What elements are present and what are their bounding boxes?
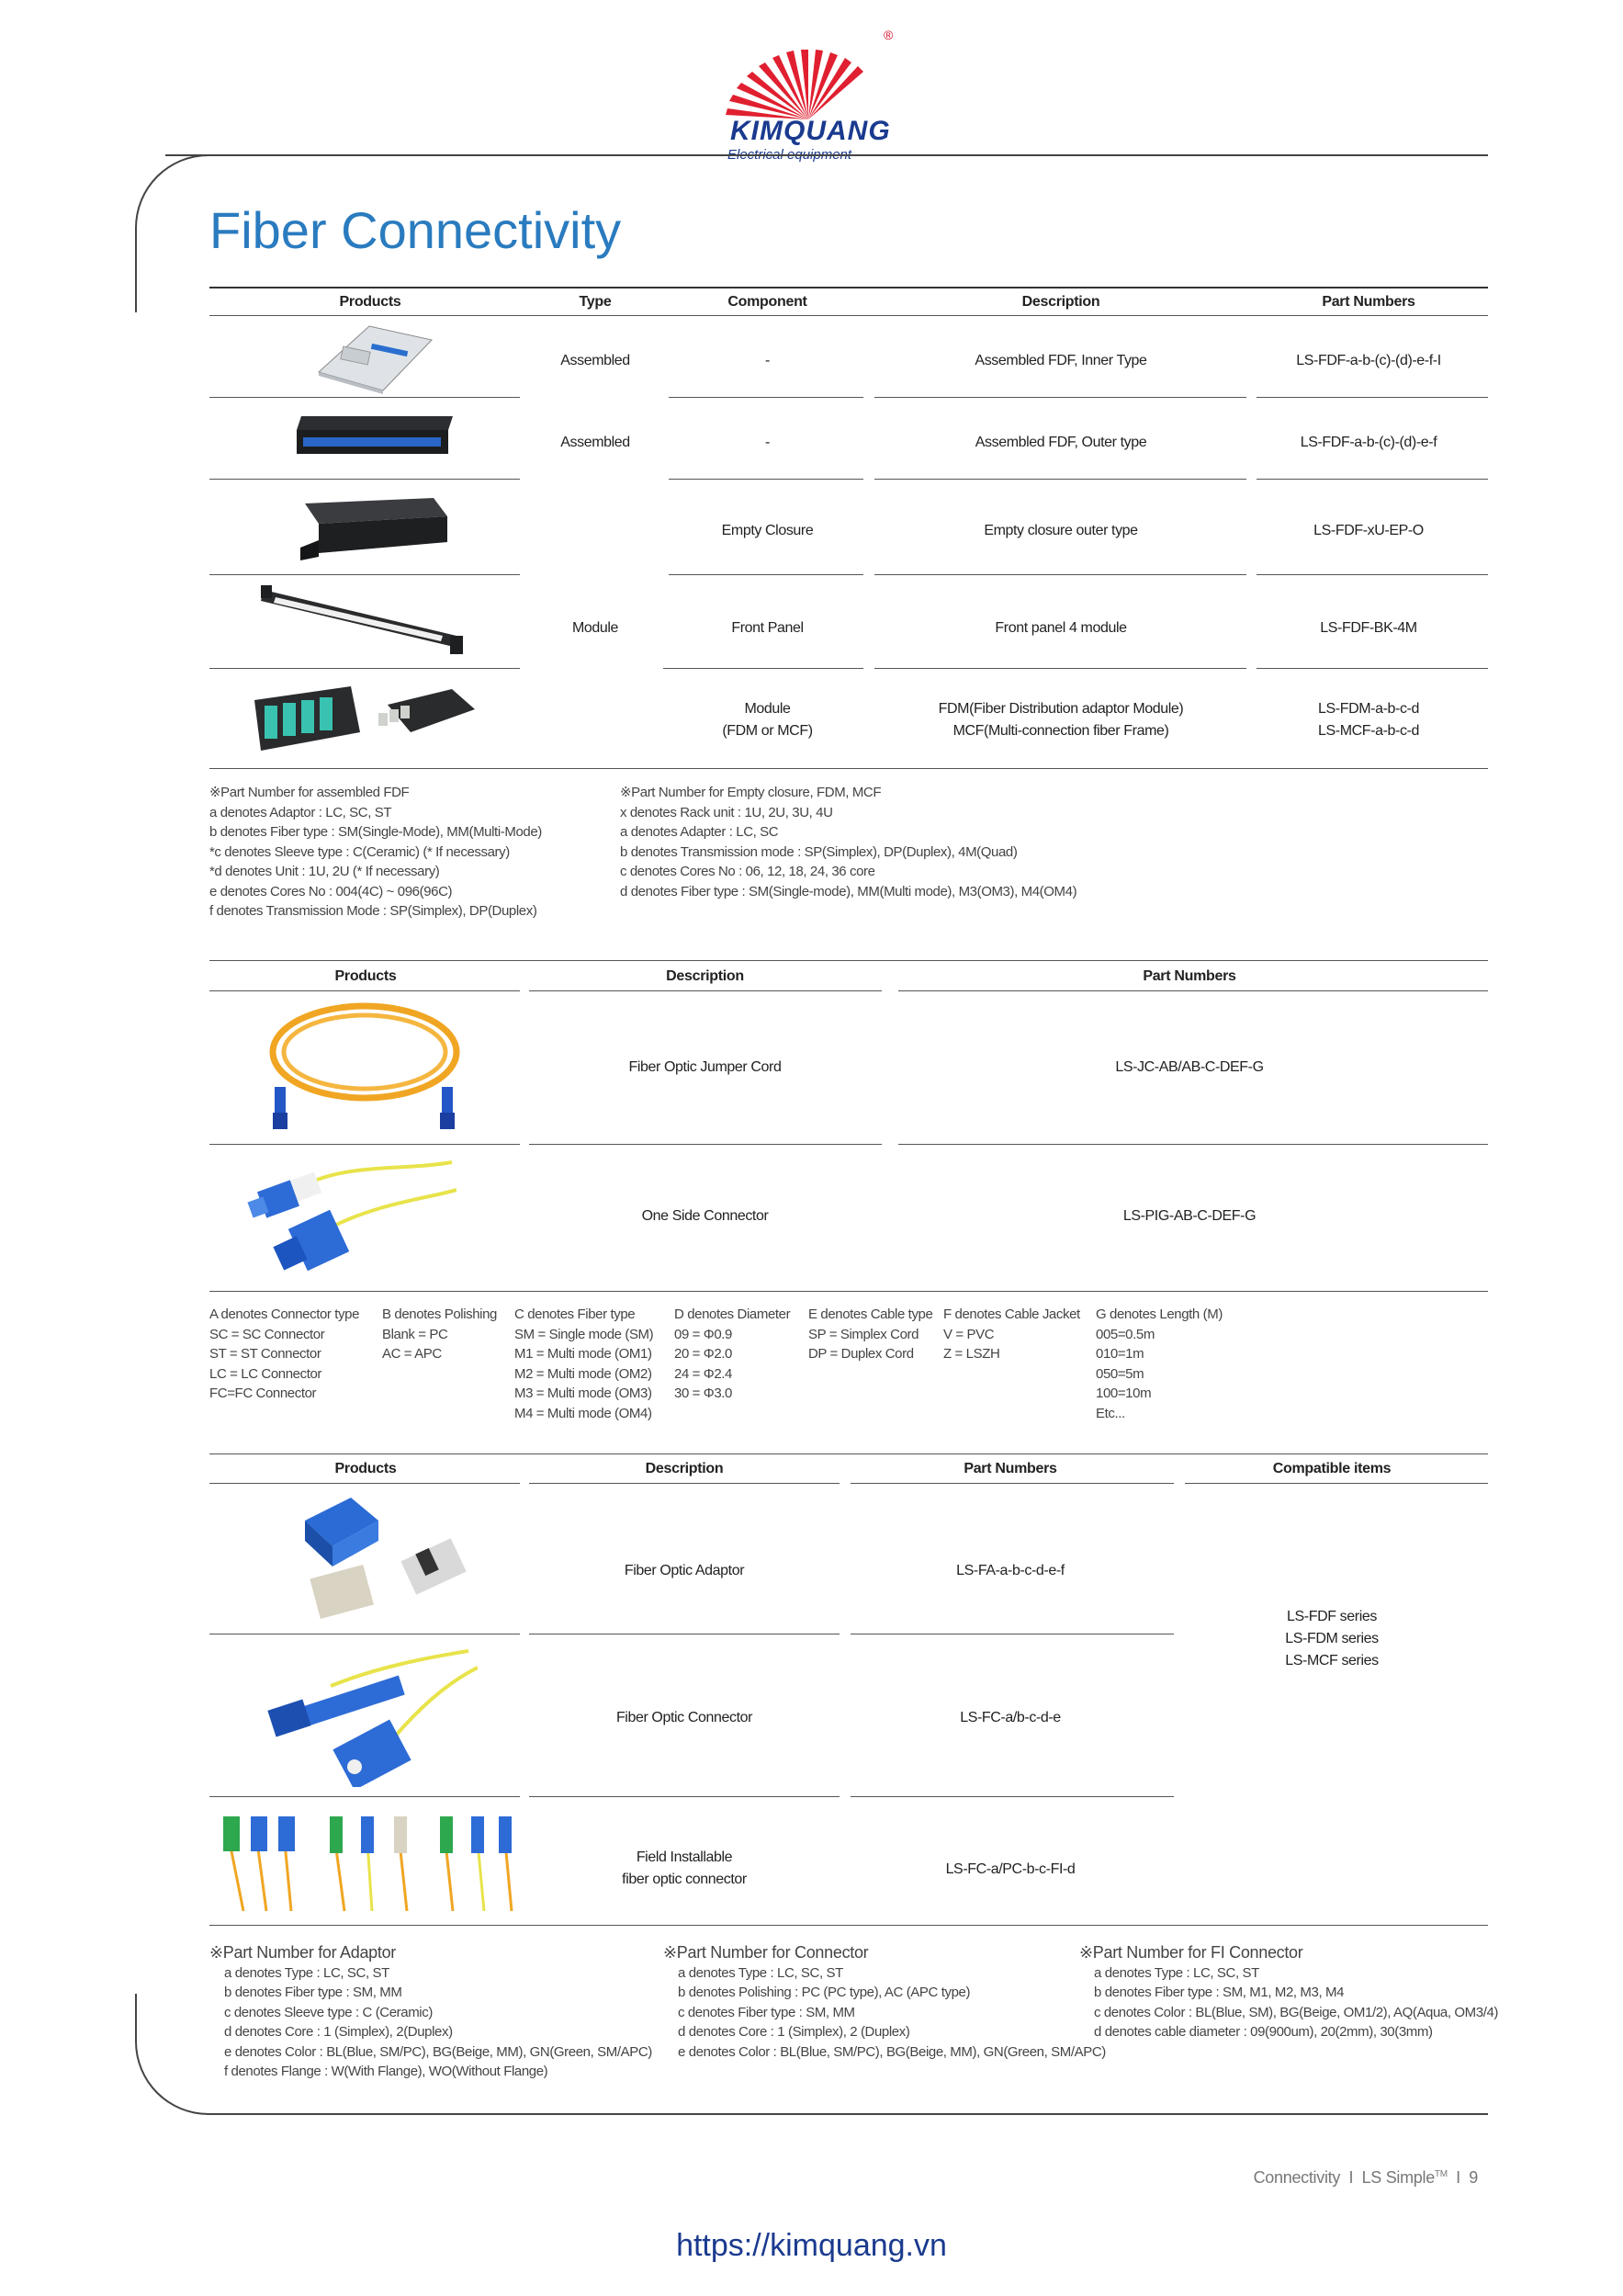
legend-cable-type xyxy=(808,1305,932,1364)
logo-name: KIMQUANG xyxy=(730,116,891,146)
notes-adaptor xyxy=(209,1943,652,2082)
note-line: M4 = Multi mode (OM4) xyxy=(514,1405,652,1421)
note-line: M2 = Multi mode (OM2) xyxy=(514,1365,652,1382)
note-line: ST = ST Connector xyxy=(209,1346,321,1362)
one-side-connector-product-image xyxy=(241,1153,456,1277)
footer-separator: I xyxy=(1348,2168,1354,2187)
row-rule xyxy=(209,1144,520,1145)
row-rule xyxy=(874,397,1246,398)
note-line: c denotes Fiber type : SM, MM xyxy=(678,2004,855,2020)
jumper-cord-product-image xyxy=(262,997,468,1135)
table1-row4-description: Front panel 4 module xyxy=(995,620,1127,636)
table1-row4-part-number: LS-FDF-BK-4M xyxy=(1320,620,1417,636)
note-line: Blank = PC xyxy=(382,1326,448,1342)
row-rule xyxy=(1257,574,1488,575)
row-rule xyxy=(669,479,863,480)
table1-bottom-rule xyxy=(209,768,1488,769)
note-line: b denotes Fiber type : SM, MM xyxy=(224,1985,402,2000)
table3-header-products: Products xyxy=(334,1461,397,1476)
note-line: ※Part Number for Empty closure, FDM, MCF xyxy=(620,785,882,800)
row-rule xyxy=(209,1483,520,1484)
note-line: M3 = Multi mode (OM3) xyxy=(514,1386,652,1401)
page-arc-top xyxy=(135,154,210,312)
note-line: SC = SC Connector xyxy=(209,1326,325,1342)
note-line: *d denotes Unit : 1U, 2U (* If necessary) xyxy=(209,864,440,879)
note-line: 100=10m xyxy=(1096,1386,1152,1401)
note-line: 010=1m xyxy=(1096,1346,1144,1362)
row-rule xyxy=(209,1796,520,1797)
sunburst-icon xyxy=(716,28,900,119)
table1-header-part-numbers: Part Numbers xyxy=(1322,294,1415,310)
note-line: 050=5m xyxy=(1096,1365,1144,1382)
table2-row1-description: Fiber Optic Jumper Cord xyxy=(628,1059,782,1075)
note-line: e denotes Color : BL(Blue, SM/PC), BG(Beige, MM), GN(Green, SM/APC) xyxy=(678,2043,1106,2060)
table1-module-type: Module xyxy=(571,620,619,636)
note-line: LC = LC Connector xyxy=(209,1365,322,1382)
table3-header-compatible-items: Compatible items xyxy=(1272,1461,1392,1476)
table2-bottom-rule xyxy=(209,1291,1488,1292)
table1-row3-component: Empty Closure xyxy=(721,523,814,538)
row-rule xyxy=(209,990,520,991)
compatible-items-list xyxy=(1185,1606,1479,1672)
note-line: e denotes Cores No : 004(4C) ~ 096(96C) xyxy=(209,883,453,899)
row-rule xyxy=(209,397,520,398)
note-line: a denotes Adapter : LC, SC xyxy=(620,824,779,840)
note-line: 09 = Φ0.9 xyxy=(674,1326,732,1342)
table1-row5-part-line1: LS-FDM-a-b-c-d xyxy=(1318,701,1419,717)
table1-header-component: Component xyxy=(727,294,807,310)
table2-row1-part-number: LS-JC-AB/AB-C-DEF-G xyxy=(1115,1059,1264,1075)
table2-header-part-numbers: Part Numbers xyxy=(1143,968,1236,984)
page-title: Fiber Connectivity xyxy=(209,201,622,259)
table1-row1-description: Assembled FDF, Inner Type xyxy=(975,353,1147,368)
row-rule xyxy=(874,668,1246,669)
row-rule xyxy=(874,574,1246,575)
row-rule xyxy=(898,990,1488,991)
table3-row2-part-number: LS-FC-a/b-c-d-e xyxy=(960,1710,1061,1725)
row-rule xyxy=(669,574,863,575)
table3-row3-description-line1: Field Installable xyxy=(636,1849,733,1865)
note-line: c denotes Sleeve type : C (Ceramic) xyxy=(224,2004,433,2020)
table1-row2-description: Assembled FDF, Outer type xyxy=(975,435,1147,450)
legend-connector-type xyxy=(209,1305,359,1404)
row-rule xyxy=(529,990,882,991)
note-line: b denotes Fiber type : SM(Single-Mode), MM(Multi-Mode) xyxy=(209,824,542,840)
legend-fiber-type xyxy=(514,1305,653,1423)
note-line: d denotes Core : 1 (Simplex), 2(Duplex) xyxy=(224,2024,453,2040)
note-line: DP = Duplex Cord xyxy=(808,1346,914,1362)
table1-header-products: Products xyxy=(339,294,401,310)
table3-header-part-numbers: Part Numbers xyxy=(964,1461,1057,1476)
note-line: a denotes Type : LC, SC, ST xyxy=(224,1964,389,1981)
footer-trademark: TM xyxy=(1434,2169,1448,2179)
note-line: V = PVC xyxy=(943,1326,995,1342)
notes-connector xyxy=(663,1943,1106,2062)
footer-section: Connectivity xyxy=(1253,2168,1341,2187)
note-line: 20 = Φ2.0 xyxy=(674,1346,732,1362)
note-line: M1 = Multi mode (OM1) xyxy=(514,1346,652,1362)
table3-header-description: Description xyxy=(645,1461,724,1476)
table3-row3-description-line2: fiber optic connector xyxy=(622,1872,747,1887)
row-rule xyxy=(669,397,863,398)
table3-row1-description: Fiber Optic Adaptor xyxy=(624,1563,745,1578)
note-line: FC=FC Connector xyxy=(209,1386,317,1401)
row-rule xyxy=(1185,1483,1488,1484)
fdf-inner-product-image xyxy=(314,322,434,395)
table1-row5-part-line2: LS-MCF-a-b-c-d xyxy=(1318,723,1419,739)
row-rule xyxy=(851,1483,1174,1484)
notes-connector-title: ※Part Number for Connector xyxy=(663,1943,869,1962)
row-rule xyxy=(851,1796,1174,1797)
note-line: d denotes Core : 1 (Simplex), 2 (Duplex) xyxy=(678,2024,910,2040)
row-rule xyxy=(663,668,863,669)
footer-separator: I xyxy=(1456,2168,1460,2187)
table1-row5-part-number xyxy=(1254,698,1483,742)
table1-header-description: Description xyxy=(1021,294,1100,310)
table1-header-rule xyxy=(209,315,1488,316)
field-installable-connector-product-image xyxy=(216,1815,524,1916)
note-line: SM = Single mode (SM) xyxy=(514,1326,654,1342)
compatible-item: LS-FDF series xyxy=(1287,1609,1377,1624)
row-rule xyxy=(898,1144,1488,1145)
note-line: Z = LSZH xyxy=(943,1346,1000,1362)
logo-tagline: Electrical equipment xyxy=(727,147,852,163)
note-line: c denotes Color : BL(Blue, SM), BG(Beige, OM1/2), AQ(Aqua, OM3/4) xyxy=(1094,2004,1499,2020)
kimquang-logo xyxy=(716,28,919,163)
note-line: a denotes Adaptor : LC, SC, ST xyxy=(209,804,392,820)
table1-row5-component-line1: Module xyxy=(744,701,791,717)
registered-mark: ® xyxy=(884,28,894,42)
notes-adaptor-title: ※Part Number for Adaptor xyxy=(209,1943,396,1962)
table1-row5-description-line1: FDM(Fiber Distribution adaptor Module) xyxy=(938,701,1184,717)
table2-top-rule xyxy=(209,960,1488,961)
note-line: D denotes Diameter xyxy=(674,1306,791,1322)
table1-row1-type: Assembled xyxy=(560,353,630,368)
header-rule xyxy=(165,154,1488,156)
notes-empty-closure xyxy=(620,783,1076,901)
table1-row2-part-number: LS-FDF-a-b-(c)-(d)-e-f xyxy=(1300,435,1437,450)
footer-rule xyxy=(207,2113,1488,2115)
fdm-mcf-module-product-image xyxy=(250,682,479,759)
website-url[interactable]: https://kimquang.vn xyxy=(676,2228,947,2263)
table1-row3-part-number: LS-FDF-xU-EP-O xyxy=(1313,523,1424,538)
page-arc-bottom xyxy=(135,1994,210,2115)
note-line: 24 = Φ2.4 xyxy=(674,1365,732,1382)
note-line: E denotes Cable type xyxy=(808,1306,933,1322)
legend-polishing xyxy=(382,1305,497,1364)
table3-row2-description: Fiber Optic Connector xyxy=(615,1710,753,1725)
note-line: ※Part Number for assembled FDF xyxy=(209,785,410,800)
front-panel-product-image xyxy=(259,581,466,658)
row-rule xyxy=(529,1144,882,1145)
table2-row2-description: One Side Connector xyxy=(641,1208,769,1224)
note-line: d denotes Fiber type : SM(Single-mode), MM(Multi mode), M3(OM3), M4(OM4) xyxy=(620,883,1077,899)
table1-row5-component-line2: (FDM or MCF) xyxy=(722,723,813,739)
fiber-optic-adaptor-product-image xyxy=(296,1493,484,1622)
note-line: f denotes Flange : W(With Flange), WO(Without Flange) xyxy=(224,2064,548,2079)
legend-length xyxy=(1096,1305,1223,1423)
note-line: b denotes Transmission mode : SP(Simplex), DP(Duplex), 4M(Quad) xyxy=(620,843,1018,860)
table3-bottom-rule xyxy=(209,1925,1488,1926)
note-line: 30 = Φ3.0 xyxy=(674,1386,732,1401)
row-rule xyxy=(1257,668,1488,669)
table2-header-description: Description xyxy=(666,968,744,984)
note-line: c denotes Cores No : 06, 12, 18, 24, 36 core xyxy=(620,864,875,879)
row-rule xyxy=(1257,397,1488,398)
row-rule xyxy=(209,668,520,669)
note-line: AC = APC xyxy=(382,1346,442,1362)
note-line: SP = Simplex Cord xyxy=(808,1326,919,1342)
note-line: F denotes Cable Jacket xyxy=(943,1306,1080,1322)
compatible-item: LS-MCF series xyxy=(1285,1653,1379,1668)
table1-row1-component: - xyxy=(765,353,770,368)
table3-row1-part-number: LS-FA-a-b-c-d-e-f xyxy=(956,1563,1065,1578)
note-line: b denotes Fiber type : SM, M1, M2, M3, M4 xyxy=(1094,1985,1345,2000)
notes-fi-title: ※Part Number for FI Connector xyxy=(1079,1943,1303,1962)
table3-row3-part-number: LS-FC-a/PC-b-c-FI-d xyxy=(945,1861,1076,1877)
table1-row2-type: Assembled xyxy=(560,435,630,450)
notes-assembled-fdf xyxy=(209,783,542,922)
row-rule xyxy=(529,1796,840,1797)
empty-closure-product-image xyxy=(296,496,452,562)
row-rule xyxy=(874,479,1246,480)
note-line: B denotes Polishing xyxy=(382,1306,497,1322)
compatible-item: LS-FDM series xyxy=(1285,1631,1379,1646)
fdf-outer-product-image xyxy=(292,412,457,461)
table1-header-type: Type xyxy=(579,294,612,310)
table2-header-products: Products xyxy=(334,968,397,984)
row-rule xyxy=(209,479,520,480)
note-line: C denotes Fiber type xyxy=(514,1306,636,1322)
table1-row2-component: - xyxy=(765,435,770,450)
note-line: 005=0.5m xyxy=(1096,1326,1155,1342)
note-line: A denotes Connector type xyxy=(209,1306,360,1322)
row-rule xyxy=(209,574,520,575)
note-line: f denotes Transmission Mode : SP(Simplex), DP(Duplex) xyxy=(209,903,537,919)
note-line: a denotes Type : LC, SC, ST xyxy=(1094,1964,1259,1981)
note-line: d denotes cable diameter : 09(900um), 20(2mm), 30(3mm) xyxy=(1094,2024,1433,2040)
page-footer xyxy=(1254,2168,1478,2188)
legend-diameter xyxy=(674,1305,790,1404)
note-line: *c denotes Sleeve type : C(Ceramic) (* If necessary) xyxy=(209,843,510,860)
note-line: G denotes Length (M) xyxy=(1096,1306,1223,1322)
table3-row3-description xyxy=(528,1847,840,1891)
row-rule xyxy=(1257,479,1488,480)
note-line: a denotes Type : LC, SC, ST xyxy=(678,1964,843,1981)
table1-row5-component xyxy=(669,698,866,742)
table1-row1-part-number: LS-FDF-a-b-(c)-(d)-e-f-I xyxy=(1296,353,1441,368)
page-number: 9 xyxy=(1469,2168,1478,2187)
table3-top-rule xyxy=(209,1453,1488,1454)
legend-cable-jacket xyxy=(943,1305,1080,1364)
fiber-optic-connector-product-image xyxy=(266,1649,478,1787)
table1-row4-component: Front Panel xyxy=(731,620,804,636)
note-line: x denotes Rack unit : 1U, 2U, 3U, 4U xyxy=(620,804,833,820)
table1-row5-description xyxy=(873,698,1249,742)
table1-top-rule xyxy=(209,287,1488,288)
table1-row3-description: Empty closure outer type xyxy=(984,523,1138,538)
footer-brand: LS Simple xyxy=(1361,2168,1435,2187)
notes-fi-connector xyxy=(1079,1943,1498,2042)
row-rule xyxy=(529,1483,840,1484)
note-line: Etc... xyxy=(1096,1405,1125,1421)
note-line: b denotes Polishing : PC (PC type), AC (APC type) xyxy=(678,1985,971,2000)
table2-row2-part-number: LS-PIG-AB-C-DEF-G xyxy=(1122,1208,1257,1224)
note-line: e denotes Color : BL(Blue, SM/PC), BG(Beige, MM), GN(Green, SM/APC) xyxy=(224,2043,652,2060)
table1-row5-description-line2: MCF(Multi-connection fiber Frame) xyxy=(952,723,1169,739)
